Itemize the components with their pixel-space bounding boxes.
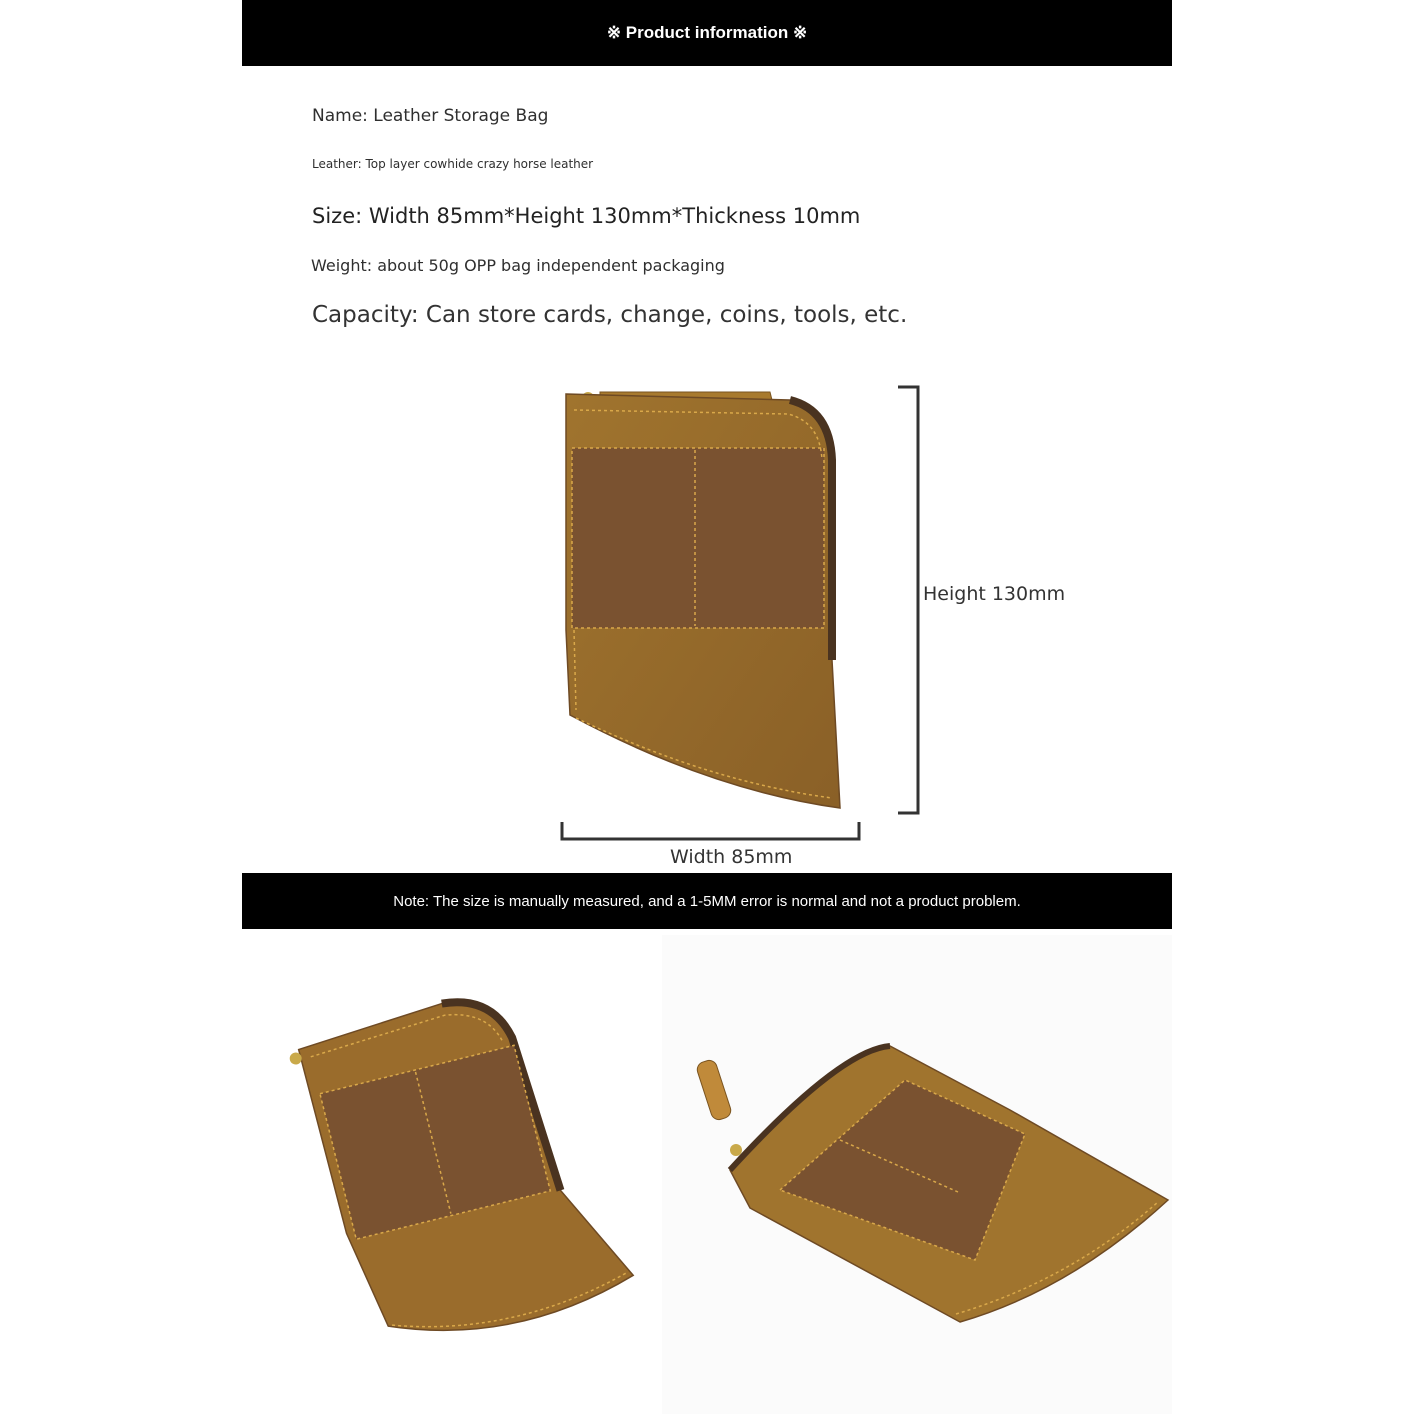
note-text: Note: The size is manually measured, and a 1-5MM error is normal and not a product problem. (393, 892, 1021, 910)
note-banner (242, 873, 1172, 929)
height-bracket (895, 385, 925, 817)
product-photo-angle-left (270, 975, 640, 1345)
spec-weight: Weight: about 50g OPP bag independent packaging (311, 256, 725, 275)
spec-leather: Leather: Top layer cowhide crazy horse leather (312, 157, 594, 171)
spec-capacity: Capacity: Can store cards, change, coins, tools, etc. (312, 302, 908, 328)
spec-name: Name: Leather Storage Bag (312, 106, 549, 126)
banner-title: ※ Product information ※ (606, 23, 808, 42)
width-bracket (560, 822, 862, 842)
product-info-banner (242, 0, 1172, 66)
height-label: Height 130mm (923, 583, 1066, 605)
spec-size: Size: Width 85mm*Height 130mm*Thickness 10mm (312, 204, 861, 228)
product-photo-main (540, 370, 880, 820)
width-label: Width 85mm (670, 846, 793, 868)
product-photo-angle-right (690, 1030, 1170, 1330)
